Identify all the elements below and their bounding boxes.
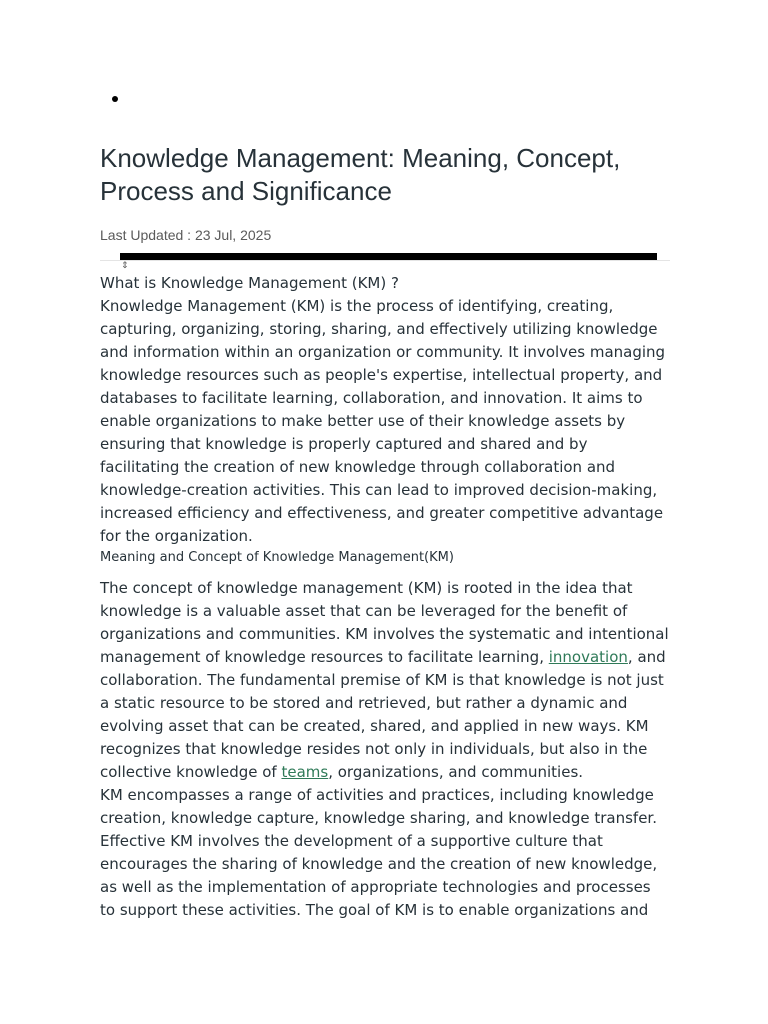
concept-paragraph bbox=[100, 577, 670, 784]
article-title: Knowledge Management: Meaning, Concept, Process and Significance bbox=[100, 143, 621, 206]
intro-paragraph: Knowledge Management (KM) is the process of identifying, creating, capturing, organizing, storing, sharing, and effectively utilizing knowledge and information within an organization or community. It involves managing knowledge resources such as people's expertise, intellectual property, and databases to facilitate learning, collaboration, and innovation. It aims to enable organizations to make better use of their knowledge assets by ensuring that knowledge is properly captured and shared and by facilitating the creation of new knowledge through collaboration and knowledge-creation activities. This can lead to improved decision-making, increased efficiency and effectiveness, and greater competitive advantage for the organization. bbox=[100, 297, 666, 545]
last-updated-date: Last Updated : 23 Jul, 2025 bbox=[100, 227, 272, 243]
section-heading: Meaning and Concept of Knowledge Management(KM) bbox=[100, 550, 454, 565]
article-body bbox=[100, 272, 670, 922]
list-bullet bbox=[112, 96, 118, 102]
activities-paragraph: KM encompasses a range of activities and practices, including knowledge creation, knowledge capture, knowledge sharing, and knowledge transfer. Effective KM involves the development of a supportive culture that encourages the sharing of knowledge and the creation of new knowledge, as well as the implementation of appropriate technologies and processes to support these activities. The goal of KM is to enable organizations and bbox=[100, 786, 658, 919]
concept-text-part3: , organizations, and communities. bbox=[328, 763, 584, 781]
header-divider bbox=[100, 260, 670, 261]
concept-text-part1: The concept of knowledge management (KM) is rooted in the idea that knowledge is a valuable asset that can be leveraged for the benefit of organizations and communities. KM involves the systematic and intentional management of knowledge resources to facilitate learning, bbox=[100, 579, 669, 666]
teams-link[interactable]: teams bbox=[281, 763, 329, 781]
innovation-link[interactable]: innovation bbox=[548, 648, 628, 666]
concept-text-part2: , and collaboration. The fundamental premise of KM is that knowledge is not just a static resource to be stored and retrieved, but rather a dynamic and evolving asset that can be created, shared, and applied in new ways. KM recognizes that knowledge resides not only in individuals, but also in the collective knowledge of bbox=[100, 648, 666, 781]
scroll-handle-icon[interactable]: ⇕ bbox=[121, 261, 129, 271]
horizontal-scrollbar[interactable] bbox=[120, 253, 657, 260]
question-heading: What is Knowledge Management (KM) ? bbox=[100, 274, 399, 292]
